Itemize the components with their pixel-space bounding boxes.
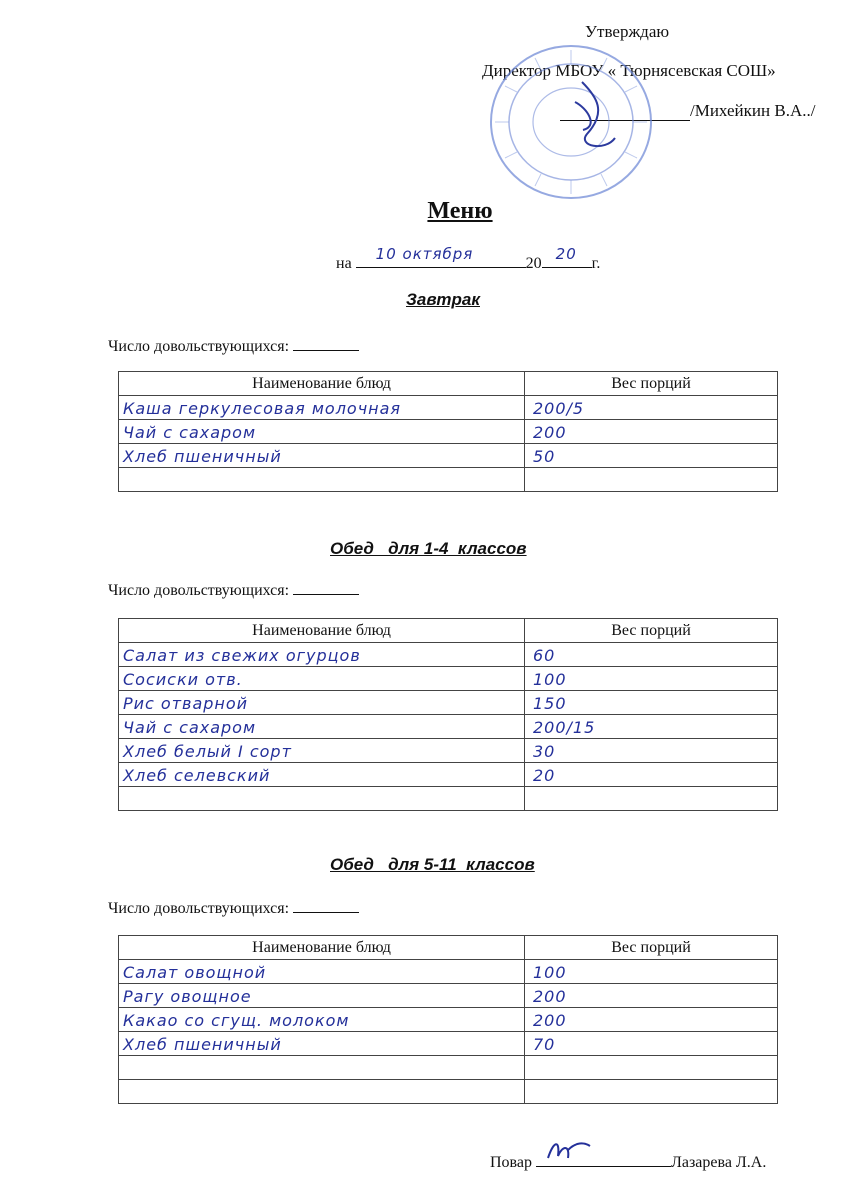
dish-name: Чай с сахаром <box>123 423 257 442</box>
dish-weight: 150 <box>533 694 567 713</box>
table-row <box>119 787 778 811</box>
table-row <box>119 691 778 715</box>
table-row <box>119 396 778 420</box>
approve-word: Утверждаю <box>585 22 670 41</box>
dish-name: Рис отварной <box>123 694 249 713</box>
date-line <box>336 245 601 273</box>
director-name: /Михейкин В.А../ <box>690 101 816 120</box>
count-label: Число довольствующихся: <box>108 338 290 355</box>
dish-name: Рагу овощное <box>123 987 252 1006</box>
count-label: Число довольствующихся: <box>108 900 290 917</box>
lunch-1-4-table <box>118 618 778 811</box>
dish-name <box>119 490 524 491</box>
dish-name: Какао со сгущ. молоком <box>123 1011 350 1030</box>
table-row <box>119 667 778 691</box>
table-row <box>119 739 778 763</box>
date-day-month: 10 октября <box>375 245 474 263</box>
table-row <box>119 763 778 787</box>
dish-weight: 100 <box>533 670 567 689</box>
table-row <box>119 468 778 492</box>
table-row <box>119 643 778 667</box>
dish-name: Сосиски отв. <box>123 670 243 689</box>
count-label: Число довольствующихся: <box>108 582 290 599</box>
table-row <box>119 1056 778 1080</box>
dish-weight <box>525 490 777 491</box>
date-suffix: г. <box>591 255 601 272</box>
cook-signature-icon <box>544 1136 594 1164</box>
table-row <box>119 960 778 984</box>
date-prefix: на <box>336 255 352 272</box>
dish-weight: 50 <box>533 447 556 466</box>
col-weight-header: Вес порций <box>525 372 778 396</box>
breakfast-table <box>118 371 778 492</box>
col-weight-header: Вес порций <box>525 936 778 960</box>
dish-name: Хлеб пшеничный <box>123 447 282 466</box>
dish-weight: 200/15 <box>533 718 596 737</box>
table-header-row <box>119 619 778 643</box>
date-century: 20 <box>525 255 542 272</box>
cook-name: Лазарева Л.А. <box>671 1154 767 1171</box>
dish-name <box>119 1102 524 1103</box>
dish-weight: 100 <box>533 963 567 982</box>
dish-weight: 70 <box>533 1035 556 1054</box>
dish-name: Салат овощной <box>123 963 267 982</box>
table-row <box>119 444 778 468</box>
cook-signature-line <box>490 1148 766 1172</box>
col-name-header: Наименование блюд <box>119 619 525 643</box>
table-row <box>119 1080 778 1104</box>
col-weight-header: Вес порций <box>525 619 778 643</box>
dish-weight <box>525 809 777 810</box>
dish-name: Чай с сахаром <box>123 718 257 737</box>
cook-label: Повар <box>490 1154 532 1171</box>
table-row <box>119 715 778 739</box>
date-year: 20 <box>555 245 577 263</box>
table-row <box>119 1032 778 1056</box>
table-header-row <box>119 372 778 396</box>
dish-weight: 200/5 <box>533 399 585 418</box>
page-title: Меню <box>427 198 493 224</box>
dish-name: Хлеб селевский <box>123 766 271 785</box>
dish-name: Салат из свежих огурцов <box>123 646 361 665</box>
col-name-header: Наименование блюд <box>119 372 525 396</box>
dish-weight: 200 <box>533 423 567 442</box>
dish-name: Каша геркулесовая молочная <box>123 399 402 418</box>
table-header-row <box>119 936 778 960</box>
dish-weight: 20 <box>533 766 556 785</box>
dish-weight: 200 <box>533 987 567 1006</box>
table-row <box>119 1008 778 1032</box>
lunch-5-11-table <box>118 935 778 1104</box>
count-line-breakfast <box>108 336 359 356</box>
official-stamp-icon <box>487 42 655 202</box>
director-line: Директор МБОУ « Тюрнясевская СОШ» <box>482 61 776 80</box>
count-line-lunch-1-4 <box>108 580 359 600</box>
dish-weight: 200 <box>533 1011 567 1030</box>
dish-weight: 30 <box>533 742 556 761</box>
dish-weight <box>525 1102 777 1103</box>
section-heading-breakfast: Завтрак <box>406 290 480 309</box>
table-row <box>119 420 778 444</box>
section-heading-lunch-5-11: Обед для 5-11 классов <box>330 855 535 874</box>
table-row <box>119 984 778 1008</box>
dish-name: Хлеб белый I сорт <box>123 742 292 761</box>
col-name-header: Наименование блюд <box>119 936 525 960</box>
dish-name <box>119 809 524 810</box>
section-heading-lunch-1-4: Обед для 1-4 классов <box>330 539 527 558</box>
count-line-lunch-5-11 <box>108 898 359 918</box>
dish-weight: 60 <box>533 646 556 665</box>
dish-name: Хлеб пшеничный <box>123 1035 282 1054</box>
